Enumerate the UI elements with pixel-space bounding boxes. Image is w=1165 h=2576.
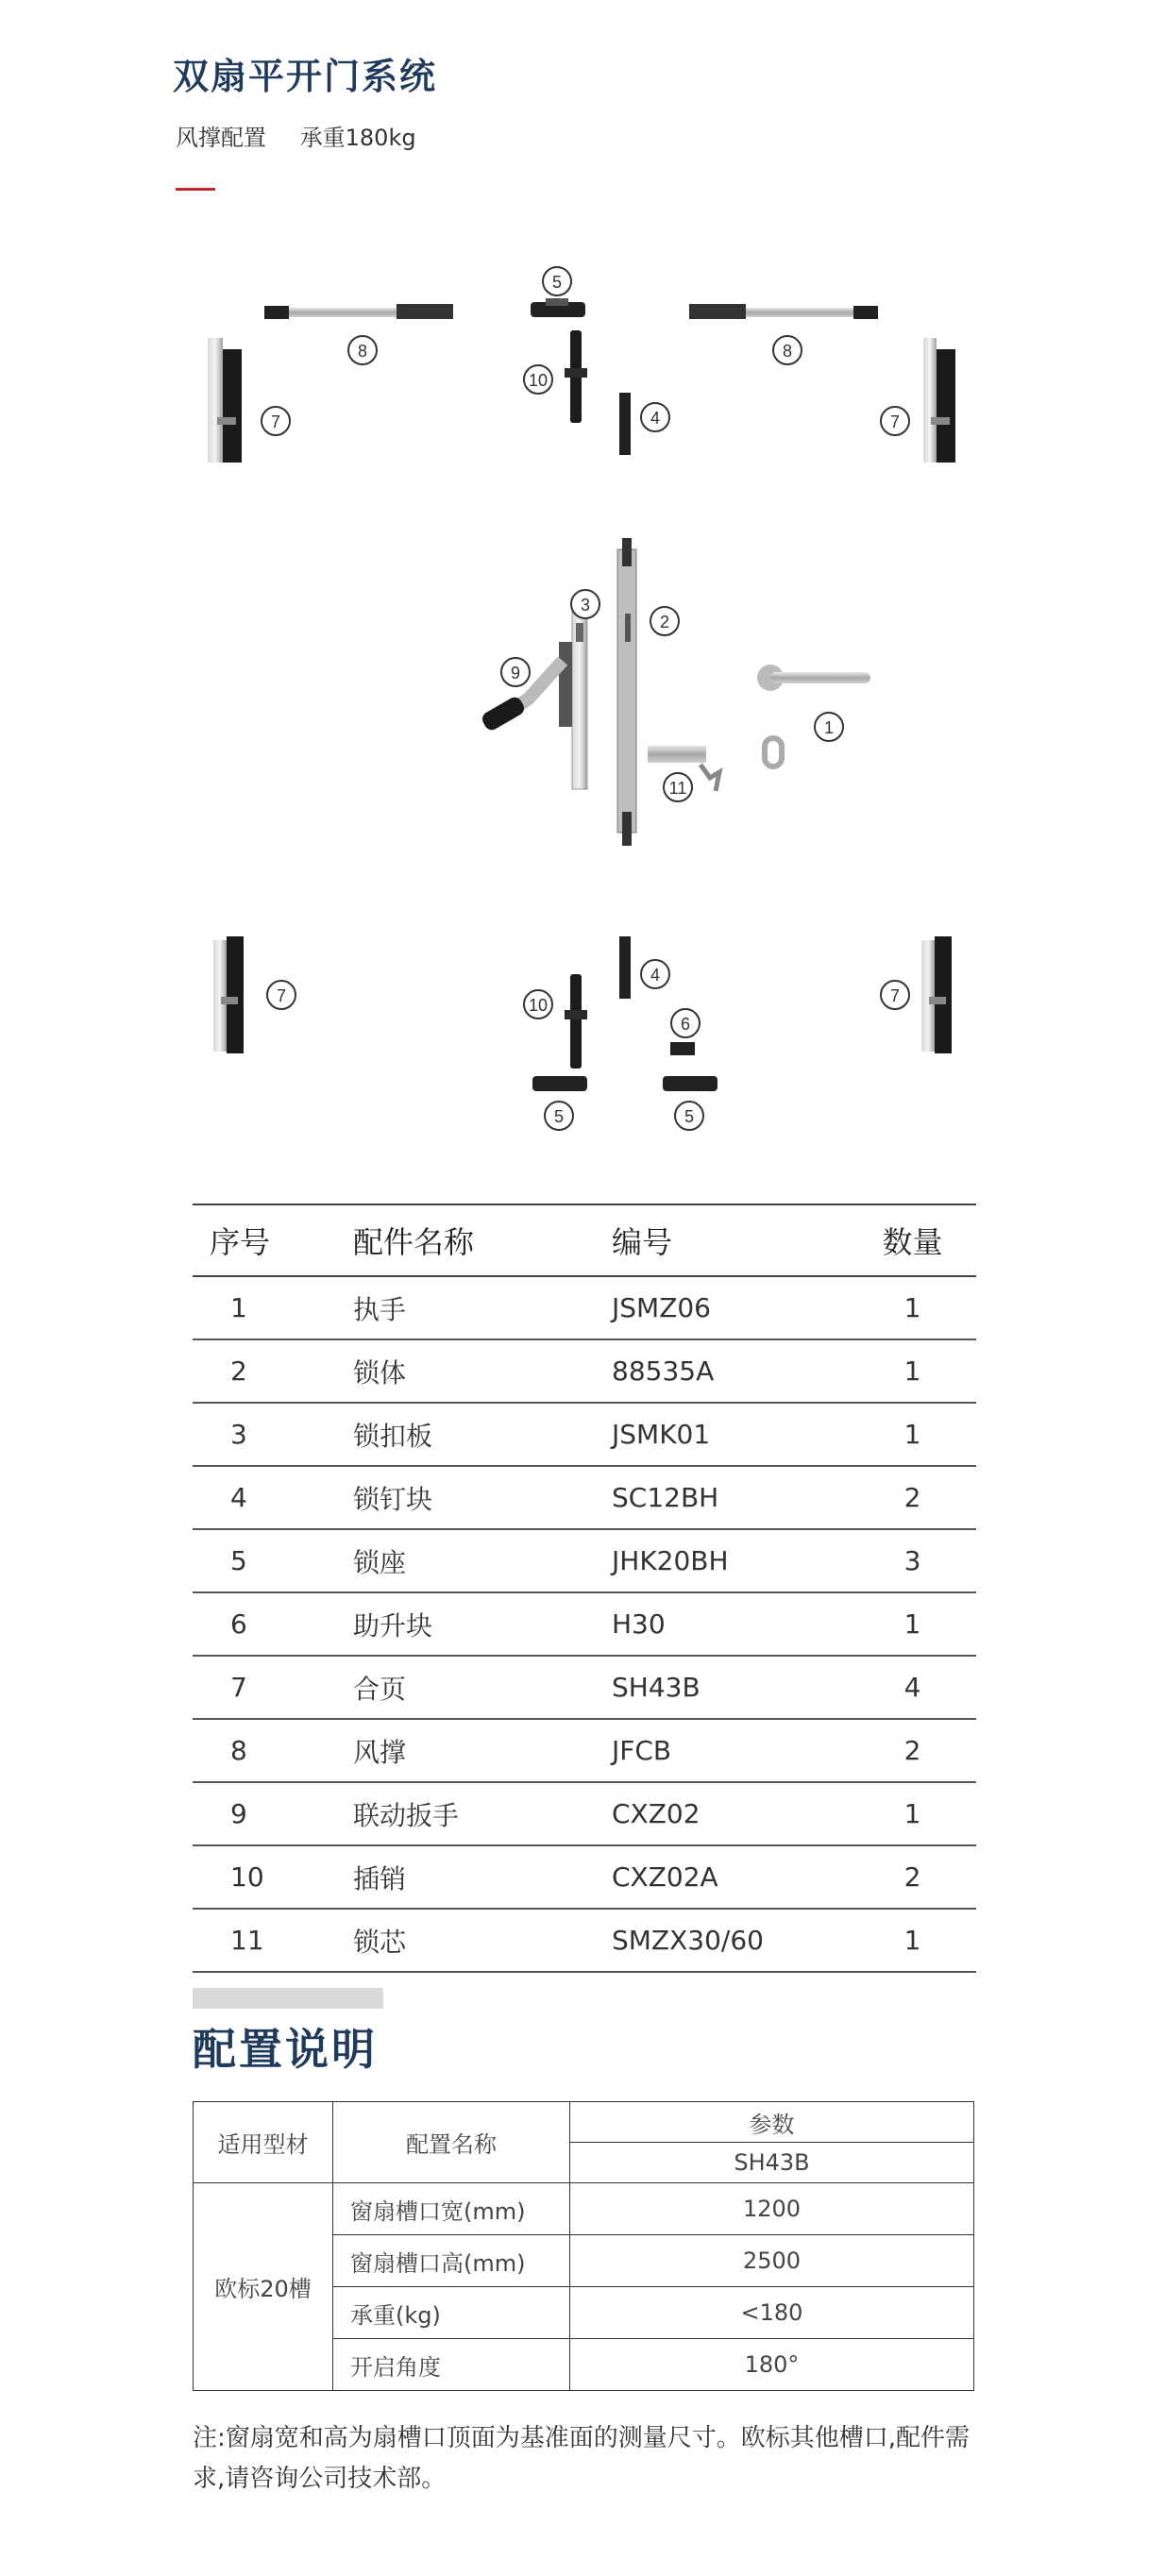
lift-block	[670, 1042, 695, 1055]
cell-index: 7	[193, 1656, 352, 1719]
parts-table	[193, 1204, 976, 1973]
callout-5-bottom-right: 5	[674, 1101, 704, 1131]
config-header-row-1	[194, 2102, 974, 2143]
cell-name: 锁体	[352, 1339, 611, 1403]
cell-index: 10	[193, 1845, 352, 1909]
config-name-cell: 窗扇槽口宽(mm)	[333, 2183, 570, 2235]
subtitle	[176, 119, 443, 152]
callout-3: 3	[570, 589, 600, 619]
cell-qty: 3	[849, 1529, 976, 1592]
table-row	[193, 1719, 976, 1782]
cell-index: 2	[193, 1339, 352, 1403]
cell-code: JSMZ06	[611, 1276, 849, 1339]
footnote: 注:窗扇宽和高为扇槽口顶面为基准面的测量尺寸。欧标其他槽口,配件需求,请咨询公司技术部。	[193, 2424, 971, 2493]
section-decor-bar	[193, 1988, 383, 2009]
callout-10-bottom: 10	[523, 989, 553, 1019]
cell-index: 3	[193, 1403, 352, 1466]
table-row	[193, 1592, 976, 1656]
flush-bolt-top	[565, 330, 587, 423]
table-row	[193, 1529, 976, 1592]
table-row	[193, 1466, 976, 1529]
lock-body	[617, 538, 636, 846]
cell-qty: 2	[849, 1719, 976, 1782]
config-value-cell: <180	[570, 2287, 974, 2339]
cell-qty: 4	[849, 1656, 976, 1719]
cell-qty: 1	[849, 1909, 976, 1972]
subtitle-config: 风撑配置	[176, 125, 266, 151]
callout-8-left: 8	[347, 335, 378, 365]
hinge-top-left	[208, 338, 242, 463]
cell-index: 6	[193, 1592, 352, 1656]
config-name-cell: 开启角度	[333, 2339, 570, 2391]
callout-10-top: 10	[523, 364, 553, 395]
cell-name: 助升块	[352, 1592, 611, 1656]
cell-code: SC12BH	[611, 1466, 849, 1529]
config-table	[193, 2101, 974, 2391]
cell-code: CXZ02	[611, 1782, 849, 1845]
flush-bolt-bottom	[565, 974, 587, 1069]
table-row	[193, 1339, 976, 1403]
cell-name: 合页	[352, 1656, 611, 1719]
callout-1: 1	[814, 712, 844, 742]
cell-index: 8	[193, 1719, 352, 1782]
callout-4-top: 4	[640, 402, 670, 432]
title-accent-line	[176, 188, 215, 191]
callout-4-bottom: 4	[640, 959, 670, 989]
hinge-bottom-right	[921, 936, 952, 1053]
cell-qty: 1	[849, 1592, 976, 1656]
config-header-name: 配置名称	[333, 2102, 570, 2183]
cell-name: 风撑	[352, 1719, 611, 1782]
cell-code: 88535A	[611, 1339, 849, 1403]
config-header-params: 参数	[570, 2102, 974, 2143]
cell-code: JHK20BH	[611, 1529, 849, 1592]
callout-7-top-right: 7	[880, 406, 910, 436]
cell-qty: 2	[849, 1845, 976, 1909]
cell-qty: 1	[849, 1339, 976, 1403]
hinge-top-right	[923, 338, 955, 463]
cell-qty: 2	[849, 1466, 976, 1529]
callout-7-bottom-right: 7	[880, 980, 910, 1010]
cell-code: SMZX30/60	[611, 1909, 849, 1972]
friction-stay-left	[264, 304, 453, 319]
config-value-cell: 1200	[570, 2183, 974, 2235]
cell-name: 锁座	[352, 1529, 611, 1592]
header-quantity: 数量	[849, 1204, 976, 1276]
keeper-bottom	[619, 936, 631, 999]
cell-index: 5	[193, 1529, 352, 1592]
cell-code: SH43B	[611, 1656, 849, 1719]
callout-7-bottom-left: 7	[266, 980, 296, 1010]
table-row	[193, 1782, 976, 1845]
header-part-name: 配件名称	[352, 1204, 611, 1276]
cell-qty: 1	[849, 1403, 976, 1466]
hardware-illustration	[189, 255, 1001, 1142]
cell-code: JSMK01	[611, 1403, 849, 1466]
config-value-cell: 2500	[570, 2235, 974, 2287]
callout-5-bottom-left: 5	[544, 1101, 574, 1131]
cell-index: 9	[193, 1782, 352, 1845]
config-name-cell: 窗扇槽口高(mm)	[333, 2235, 570, 2287]
section-title: 配置说明	[193, 2024, 378, 2075]
subtitle-load: 承重180kg	[299, 125, 416, 151]
config-header-profile: 适用型材	[194, 2102, 333, 2183]
callout-6: 6	[670, 1008, 701, 1038]
callout-9: 9	[500, 657, 531, 687]
table-row	[193, 1909, 976, 1972]
lock-seat-top	[531, 298, 585, 317]
callout-5-top: 5	[542, 266, 572, 296]
linkage-handle	[480, 642, 572, 732]
lock-seat-bottom-left	[532, 1076, 587, 1091]
cell-name: 执手	[352, 1276, 611, 1339]
page-title: 双扇平开门系统	[173, 56, 438, 97]
cell-name: 锁钉块	[352, 1466, 611, 1529]
callout-8-right: 8	[772, 335, 802, 365]
cell-qty: 1	[849, 1276, 976, 1339]
header-part-code: 编号	[611, 1204, 849, 1276]
table-row	[194, 2183, 974, 2235]
cell-name: 锁扣板	[352, 1403, 611, 1466]
parts-table-header	[193, 1204, 976, 1276]
cell-name: 联动扳手	[352, 1782, 611, 1845]
callout-2: 2	[650, 606, 680, 636]
callout-7-top-left: 7	[261, 406, 291, 436]
hardware-diagram	[189, 255, 1001, 1142]
cell-index: 4	[193, 1466, 352, 1529]
lock-seat-bottom-right	[663, 1076, 718, 1091]
table-row	[193, 1276, 976, 1339]
cell-index: 11	[193, 1909, 352, 1972]
cell-code: CXZ02A	[611, 1845, 849, 1909]
table-row	[193, 1656, 976, 1719]
config-value-cell: 180°	[570, 2339, 974, 2391]
config-name-cell: 承重(kg)	[333, 2287, 570, 2339]
cell-code: JFCB	[611, 1719, 849, 1782]
cell-name: 锁芯	[352, 1909, 611, 1972]
cell-index: 1	[193, 1276, 352, 1339]
keeper-plate	[572, 600, 587, 789]
friction-stay-right	[689, 304, 878, 319]
config-profile-cell: 欧标20槽	[194, 2183, 333, 2391]
config-param-model: SH43B	[570, 2143, 974, 2183]
cell-name: 插销	[352, 1845, 611, 1909]
hinge-bottom-left	[213, 936, 244, 1053]
cell-qty: 1	[849, 1782, 976, 1845]
table-row	[193, 1403, 976, 1466]
callout-11: 11	[663, 772, 693, 802]
cell-code: H30	[611, 1592, 849, 1656]
lever-handle	[757, 665, 870, 766]
header-index: 序号	[193, 1204, 352, 1276]
keeper-top	[619, 393, 631, 455]
table-row	[193, 1845, 976, 1909]
